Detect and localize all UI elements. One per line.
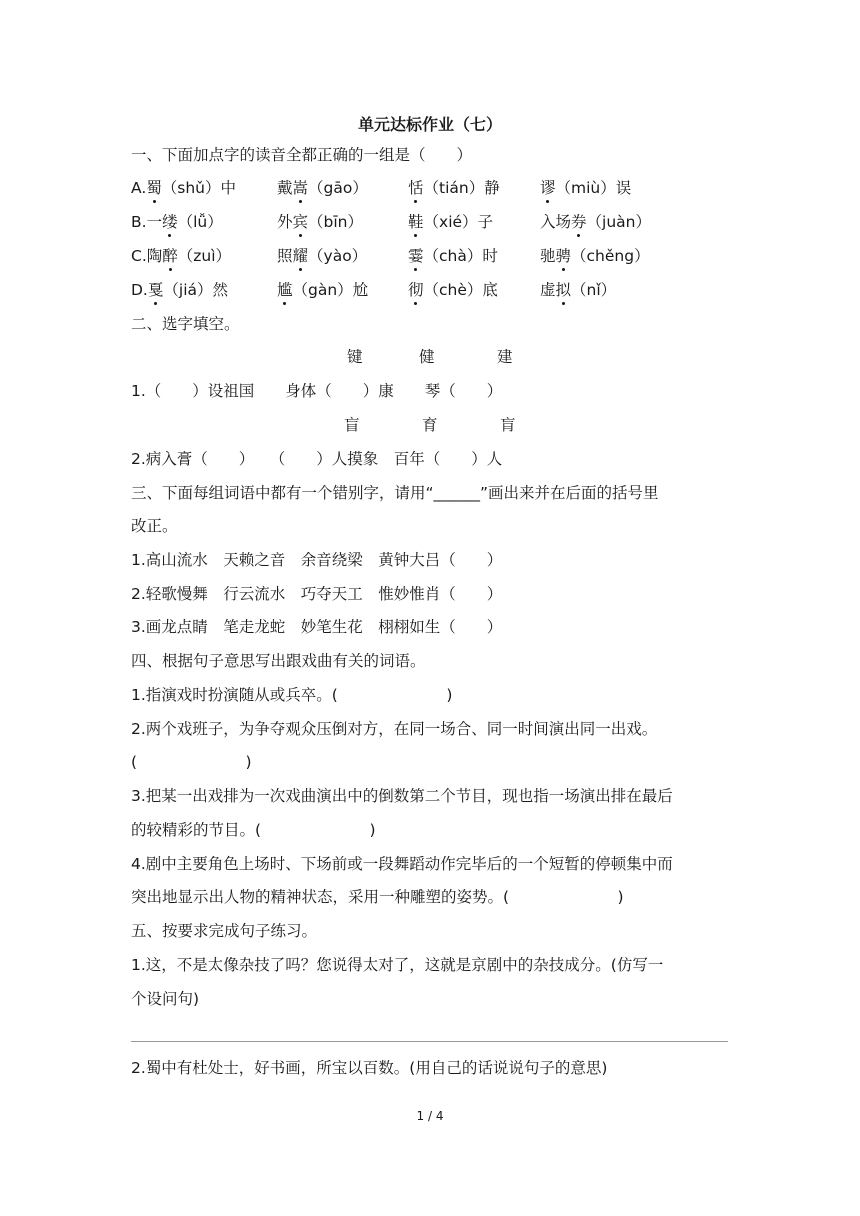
dotted-character: 宾 (292, 213, 309, 231)
dotted-character: 拟 (555, 281, 572, 299)
q2-char-1-3: 建 (497, 348, 513, 366)
word-prefix: 外 (277, 213, 293, 231)
q2-char-1-1: 键 (347, 348, 363, 366)
q2-char-2-3: 肓 (500, 416, 516, 434)
q5-item-1-cont: 个设问句) (131, 990, 200, 1008)
q1-option-3-3 (408, 245, 498, 267)
page-number: 1 / 4 (416, 1109, 444, 1123)
dotted-character: 尴 (277, 281, 293, 299)
q1-option-letter: B. (131, 213, 147, 231)
q3-line-1: 1.高山流水 天赖之音 余音绕梁 黄钟大吕（ ） (131, 551, 503, 569)
q1-option-letter: A. (131, 179, 147, 197)
q1-option-4-4 (540, 279, 616, 301)
q2-line-2: 2.病入膏（ ） （ ）人摸象 百年（ ）人 (131, 450, 503, 468)
q1-option-1-1 (131, 177, 236, 199)
q3-heading: 三、下面每组词语中都有一个错别字，请用“______”画出来并在后面的括号里 (131, 484, 659, 502)
q2-line-1: 1.（ ）设祖国 身体（ ）康 琴（ ） (131, 382, 503, 400)
q3-line-3: 3.画龙点睛 笔走龙蛇 妙笔生花 栩栩如生（ ） (131, 618, 503, 636)
q1-option-2-1 (131, 211, 223, 233)
dotted-character: 嵩 (292, 179, 309, 197)
dotted-character: 券 (571, 213, 587, 231)
q5-heading: 五、按要求完成句子练习。 (131, 922, 318, 940)
dotted-character: 骋 (555, 247, 572, 265)
word-prefix: 虚 (540, 281, 556, 299)
dotted-character: 蜀 (146, 179, 162, 197)
q1-option-letter: D. (131, 281, 148, 299)
q5-item-1: 1.这，不是太像杂技了吗？您说得太对了，这就是京剧中的杂技成分。(仿写一 (131, 956, 664, 974)
word-prefix: 入场 (540, 213, 572, 231)
q2-char-2-2: 育 (422, 416, 438, 434)
q1-option-1-3 (408, 177, 500, 199)
dotted-character: 鞋 (408, 213, 424, 231)
q1-option-1-4 (540, 177, 631, 199)
q1-option-4-2 (277, 279, 368, 301)
q1-option-letter: C. (131, 247, 147, 265)
q1-option-2-4 (540, 211, 651, 233)
q1-option-1-2 (277, 177, 368, 199)
q4-item-4-cont: 突出地显示出人物的精神状态，采用一种雕塑的姿势。( ) (131, 888, 624, 906)
word-prefix: 驰 (540, 247, 556, 265)
q4-item-2: 2.两个戏班子，为争夺观众压倒对方，在同一场合、同一时间演出同一出戏。 (131, 720, 658, 738)
q1-option-4-3 (408, 279, 498, 301)
pinyin-annotation: （jiá）然 (163, 281, 229, 299)
pinyin-annotation: （tián）静 (423, 179, 500, 197)
q1-option-3-2 (277, 245, 367, 267)
q1-option-2-3 (408, 211, 493, 233)
word-prefix: 陶 (146, 247, 163, 265)
q4-item-2-blank: ( ) (131, 753, 252, 771)
dotted-character: 缕 (162, 213, 178, 231)
pinyin-annotation: （chà）时 (423, 247, 498, 265)
q1-option-3-4 (540, 245, 650, 267)
q4-item-3-cont: 的较精彩的节目。( ) (131, 821, 376, 839)
q5-item-2: 2.蜀中有杜处士，好书画，所宝以百数。(用自己的话说说句子的意思) (131, 1059, 608, 1077)
q2-char-1-2: 健 (419, 348, 435, 366)
pinyin-annotation: （miù）误 (555, 179, 632, 197)
dotted-character: 醉 (162, 247, 178, 265)
dotted-character: 戛 (147, 281, 164, 299)
q1-option-4-1 (131, 279, 228, 301)
pinyin-annotation: （gāo） (308, 179, 368, 197)
pinyin-annotation: （shǔ）中 (161, 179, 237, 197)
answer-line (131, 1041, 728, 1042)
q4-item-1: 1.指演戏时扮演随从或兵卒。( ) (131, 686, 453, 704)
pinyin-annotation: （chè）底 (423, 281, 498, 299)
dotted-character: 霎 (408, 247, 424, 265)
pinyin-annotation: （zuì） (177, 247, 232, 265)
q1-option-3-1 (131, 245, 231, 267)
pinyin-annotation: （xié）子 (423, 213, 494, 231)
q3-heading-cont: 改正。 (131, 517, 178, 535)
pinyin-annotation: （yào） (308, 247, 368, 265)
q2-char-2-1: 盲 (344, 416, 360, 434)
dotted-character: 谬 (540, 179, 556, 197)
word-prefix: 照 (277, 247, 293, 265)
dotted-character: 耀 (292, 247, 309, 265)
pinyin-annotation: （bīn） (308, 213, 364, 231)
dotted-character: 彻 (408, 281, 424, 299)
word-prefix: 戴 (277, 179, 293, 197)
page-title: 单元达标作业（七） (357, 115, 502, 134)
q2-heading: 二、选字填空。 (131, 315, 240, 333)
q3-line-2: 2.轻歌慢舞 行云流水 巧夺天工 惟妙惟肖（ ） (131, 585, 503, 603)
pinyin-annotation: （nǐ） (571, 281, 617, 299)
pinyin-annotation: （juàn） (586, 213, 651, 231)
q1-option-2-2 (277, 211, 363, 233)
word-prefix: 一 (146, 213, 163, 231)
dotted-character: 恬 (408, 179, 424, 197)
pinyin-annotation: （lǚ） (177, 213, 223, 231)
pinyin-annotation: （chěng） (571, 247, 650, 265)
q1-heading: 一、下面加点字的读音全都正确的一组是（ ） (131, 146, 473, 164)
pinyin-annotation: （gàn）尬 (292, 281, 369, 299)
q4-heading: 四、根据句子意思写出跟戏曲有关的词语。 (131, 652, 426, 670)
q4-item-3: 3.把某一出戏排为一次戏曲演出中的倒数第二个节目，现也指一场演出排在最后 (131, 787, 673, 805)
q4-item-4: 4.剧中主要角色上场时、下场前或一段舞蹈动作完毕后的一个短暂的停顿集中而 (131, 855, 673, 873)
